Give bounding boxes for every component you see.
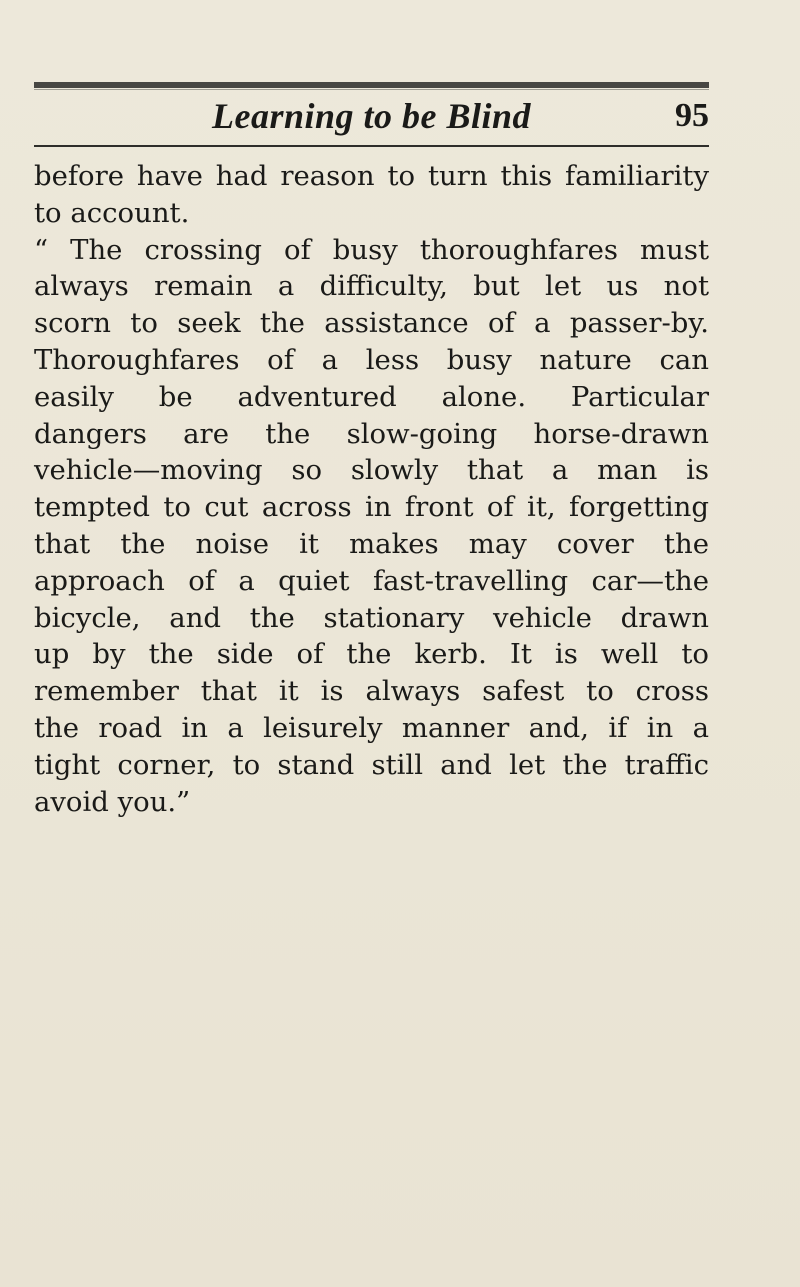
text-line: vehicle—moving so slowly that a man is — [34, 454, 709, 487]
text-line: scorn to seek the assistance of a passer-by. — [34, 307, 709, 340]
top-border-thin-rule — [34, 89, 709, 90]
top-border-rule — [34, 82, 709, 88]
header-rule — [34, 145, 709, 147]
text-line: always remain a difficulty, but let us not — [34, 270, 709, 303]
text-line: “ The crossing of busy thoroughfares must — [34, 233, 709, 266]
text-line: that the noise it makes may cover the — [34, 527, 709, 560]
text-line: remember that it is always safest to cross — [34, 675, 709, 708]
text-line: easily be adventured alone. Particular — [34, 380, 709, 413]
text-line: avoid you.” — [34, 785, 191, 818]
text-line: tight corner, to stand still and let the traffic — [34, 748, 709, 781]
text-line: approach of a quiet fast-travelling car—the — [34, 564, 709, 597]
text-line: bicycle, and the stationary vehicle drawn — [34, 601, 709, 634]
text-line: up by the side of the kerb. It is well to — [34, 638, 709, 671]
page-number: 95 — [675, 97, 709, 134]
text-line: before have had reason to turn this familiarity — [34, 160, 709, 192]
text-line: Thoroughfares of a less busy nature can — [34, 343, 709, 376]
running-title: Learning to be Blind — [211, 96, 532, 136]
text-line: tempted to cut across in front of it, forgetting — [34, 491, 709, 524]
text-line: the road in a leisurely manner and, if in a — [34, 711, 709, 744]
text-line: dangers are the slow-going horse-drawn — [34, 417, 709, 450]
running-head — [34, 94, 709, 144]
body-text — [34, 158, 709, 820]
text-line: to account. — [34, 196, 190, 229]
